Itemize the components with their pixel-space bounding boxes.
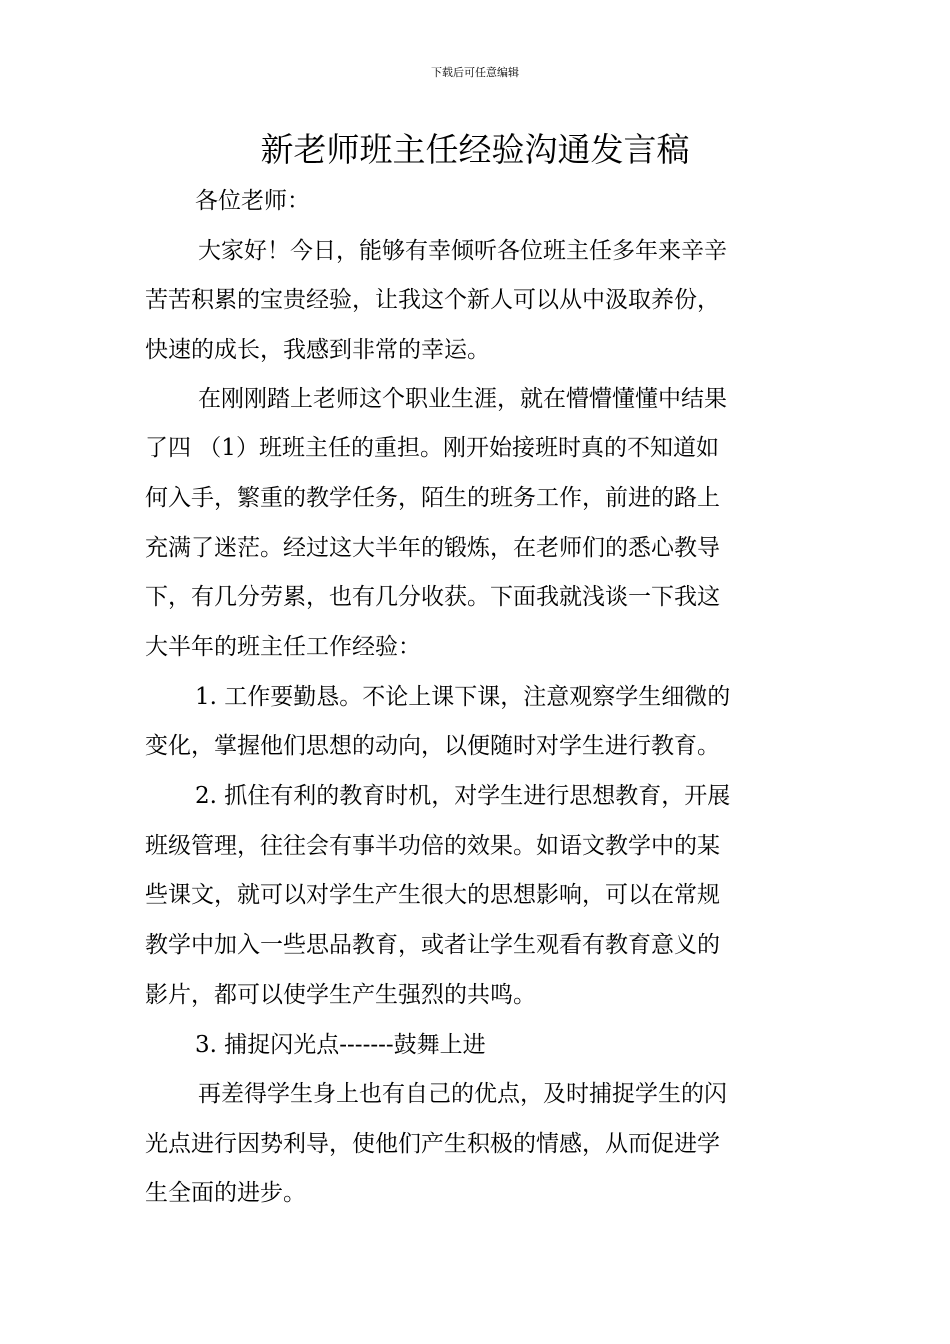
paragraph-2-line-2: 了四 （1）班班主任的重担。刚开始接班时真的不知道如 [145, 435, 719, 461]
paragraph-2-line-4: 充满了迷茫。经过这大半年的锻炼，在老师们的悉心教导 [145, 535, 720, 561]
item-2-line-5: 影片，都可以使学生产生强烈的共鸣。 [145, 982, 536, 1008]
paragraph-2-line-5: 下，有几分劳累，也有几分收获。下面我就浅谈一下我这 [145, 584, 720, 610]
paragraph-3-line-1: 再差得学生身上也有自己的优点，及时捕捉学生的闪 [198, 1081, 727, 1107]
paragraph-1-line-1: 大家好！今日，能够有幸倾听各位班主任多年来辛辛 [198, 238, 727, 264]
paragraph-3-line-3: 生全面的进步。 [145, 1180, 306, 1206]
paragraph-3-line-2: 光点进行因势利导，使他们产生积极的情感，从而促进学 [145, 1131, 720, 1157]
paragraph-1-line-2: 苦苦积累的宝贵经验，让我这个新人可以从中汲取养份， [145, 287, 720, 313]
item-2-line-1: 2. 抓住有利的教育时机，对学生进行思想教育，开展 [195, 783, 731, 809]
paragraph-2-line-6: 大半年的班主任工作经验： [145, 634, 421, 660]
item-2-line-3: 些课文，就可以对学生产生很大的思想影响，可以在常规 [145, 882, 720, 908]
item-1-line-2: 变化，掌握他们思想的动向，以便随时对学生进行教育。 [145, 733, 720, 759]
paragraph-1-line-3: 快速的成长，我感到非常的幸运。 [145, 337, 490, 363]
item-3-heading: 3. 捕捉闪光点-------鼓舞上进 [195, 1032, 486, 1058]
item-1-line-1: 1. 工作要勤恳。不论上课下课，注意观察学生细微的 [195, 684, 731, 710]
paragraph-2-line-1: 在刚刚踏上老师这个职业生涯，就在懵懵懂懂中结果 [198, 386, 727, 412]
item-2-line-2: 班级管理，往往会有事半功倍的效果。如语文教学中的某 [145, 833, 720, 859]
header-note: 下载后可任意编辑 [431, 66, 519, 79]
document-title: 新老师班主任经验沟通发言稿 [260, 130, 690, 169]
salutation: 各位老师： [195, 188, 310, 214]
item-2-line-4: 教学中加入一些思品教育，或者让学生观看有教育意义的 [145, 932, 720, 958]
paragraph-2-line-3: 何入手，繁重的教学任务，陌生的班务工作，前进的路上 [145, 485, 720, 511]
